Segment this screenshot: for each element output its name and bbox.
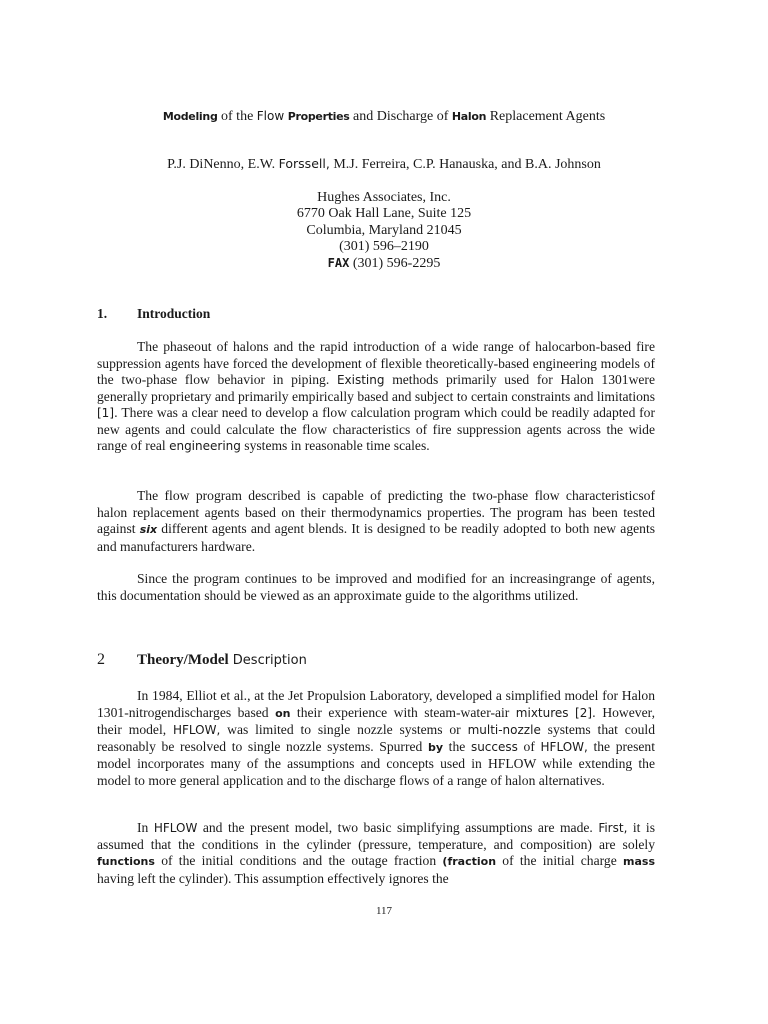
section-title: Theory/Model bbox=[137, 652, 229, 668]
section-title-rest: Description bbox=[228, 653, 307, 668]
paragraph-text: their experience with steam-water-air bbox=[290, 704, 516, 720]
paragraph-text: First, bbox=[598, 821, 628, 835]
section-number: 2 bbox=[97, 651, 105, 668]
section-heading-introduction bbox=[97, 306, 210, 322]
paragraph-text: different agents and agent blends. It is designed to be readily adopted to both new agents and manufacturers hardware. bbox=[97, 521, 656, 554]
page-number: 117 bbox=[375, 905, 393, 917]
title-text: of the bbox=[217, 109, 257, 124]
citation-1: [1]. bbox=[97, 406, 118, 420]
street-address: 6770 Oak Hall Lane, Suite 125 bbox=[296, 206, 472, 222]
paragraph-theory-2 bbox=[97, 820, 655, 887]
org-name: Hughes Associates, Inc. bbox=[317, 190, 451, 205]
paragraph-text: mass bbox=[623, 855, 655, 868]
paragraph-text: functions bbox=[97, 855, 155, 868]
paragraph-text: and the present model, two basic simplifying assumptions are made. bbox=[197, 820, 599, 835]
author-forssell: Forssell, bbox=[278, 156, 330, 171]
title-word-properties: Properties bbox=[287, 110, 350, 123]
paragraph-intro-2 bbox=[97, 488, 655, 555]
paragraph-text: The phaseout of halons and the rapid introduction of a wide range of halocarbon-based fire suppression agents have forced the development of flexible theoretically-based engineering models of the two-phase flow behavior in piping. bbox=[97, 339, 655, 387]
author-text: P.J. DiNenno, E.W. bbox=[167, 157, 279, 172]
phone-number: (301) 596–2190 bbox=[339, 238, 429, 254]
title-word-halon: Halon bbox=[451, 110, 487, 123]
paragraph-text: it is assumed that the conditions in the cylinder (pressure, temperature, and composition) are solely bbox=[97, 820, 656, 852]
paragraph-text: having left the cylinder). This assumption effectively ignores the bbox=[97, 870, 449, 886]
paragraph-text: the bbox=[443, 738, 471, 754]
paragraph-text: HFLOW, bbox=[540, 739, 588, 754]
paragraph-intro-1 bbox=[97, 339, 655, 455]
paragraph-text: HFLOW bbox=[153, 821, 198, 835]
paragraph-text: six bbox=[139, 523, 158, 536]
fax-number: (301) 596-2295 bbox=[349, 256, 441, 272]
paragraph-text: mixtures bbox=[515, 705, 569, 720]
section-title: Introduction bbox=[137, 306, 211, 321]
paragraph-text: was limited to single nozzle systems or bbox=[220, 722, 468, 737]
paragraph-text: on bbox=[275, 706, 291, 720]
paragraph-text: In bbox=[137, 820, 154, 835]
paragraph-theory-1 bbox=[97, 688, 655, 789]
paragraph-text: The flow program described is capable of predicting the two-phase flow characteristicsof halon replacement agents based on their thermodynamics properties. The program has been tested against bbox=[97, 488, 655, 536]
paragraph-text: However, their model, bbox=[97, 704, 655, 737]
paragraph-text: (fraction bbox=[442, 855, 497, 868]
section-heading-theory bbox=[97, 652, 307, 669]
paragraph-text: Existing bbox=[336, 373, 385, 387]
title-text: and Discharge of bbox=[349, 109, 452, 124]
paragraph-text: the present model incorporates many of the assumptions and concepts used in HFLOW while extending the model to more general application and to the discharge flows of a range of halon alternatives. bbox=[97, 738, 655, 788]
paragraph-text: systems in reasonable time scales. bbox=[240, 438, 430, 453]
author-text: M.J. Ferreira, C.P. Hanauska, and B.A. Johnson bbox=[329, 157, 601, 172]
paragraph-text: success bbox=[470, 739, 518, 754]
paragraph-text: engineering bbox=[169, 439, 241, 453]
affiliation-address bbox=[0, 190, 768, 272]
fax-label: FAX bbox=[327, 256, 350, 271]
citation-2: [2]. bbox=[575, 705, 596, 720]
paragraph-text: of the initial conditions and the outage fraction bbox=[154, 853, 443, 868]
paragraph-text: systems that could reasonably be resolved to single nozzle systems. Spurred bbox=[97, 722, 655, 754]
paragraph-text: methods primarily used for Halon 1301were generally proprietary and primarily empirically based and subject to certain constraints and limitations bbox=[97, 372, 655, 404]
paper-title bbox=[0, 108, 768, 125]
paragraph-intro-3 bbox=[97, 571, 655, 604]
author-list bbox=[0, 156, 768, 173]
paragraph-text: by bbox=[427, 740, 444, 754]
section-number: 1. bbox=[97, 306, 108, 321]
title-word-modeling: Modeling bbox=[162, 110, 218, 123]
paragraph-text: of bbox=[517, 738, 541, 754]
paragraph-text: HFLOW, bbox=[172, 723, 221, 737]
fax-line bbox=[0, 255, 768, 272]
title-word-flow: Flow bbox=[256, 109, 285, 123]
paragraph-text: of the initial charge bbox=[496, 853, 624, 868]
paragraph-text: multi-nozzle bbox=[467, 723, 541, 737]
paragraph-text: There was a clear need to develop a flow calculation program which could be readily adapted for new agents and could calculate the flow characteristics of fire suppression agents across the wide range of real bbox=[97, 405, 655, 453]
paragraph-text: In 1984, Elliot et al., at the Jet Propulsion Laboratory, developed a simplified model for Halon 1301-nitrogendischarges based bbox=[97, 688, 655, 720]
city-state: Columbia, Maryland 21045 bbox=[306, 222, 462, 238]
paragraph-text: Since the program continues to be improved and modified for an increasingrange of agents, this documentation should be viewed as an approximate guide to the algorithms utilized. bbox=[97, 571, 655, 603]
title-text: Replacement Agents bbox=[486, 109, 606, 124]
